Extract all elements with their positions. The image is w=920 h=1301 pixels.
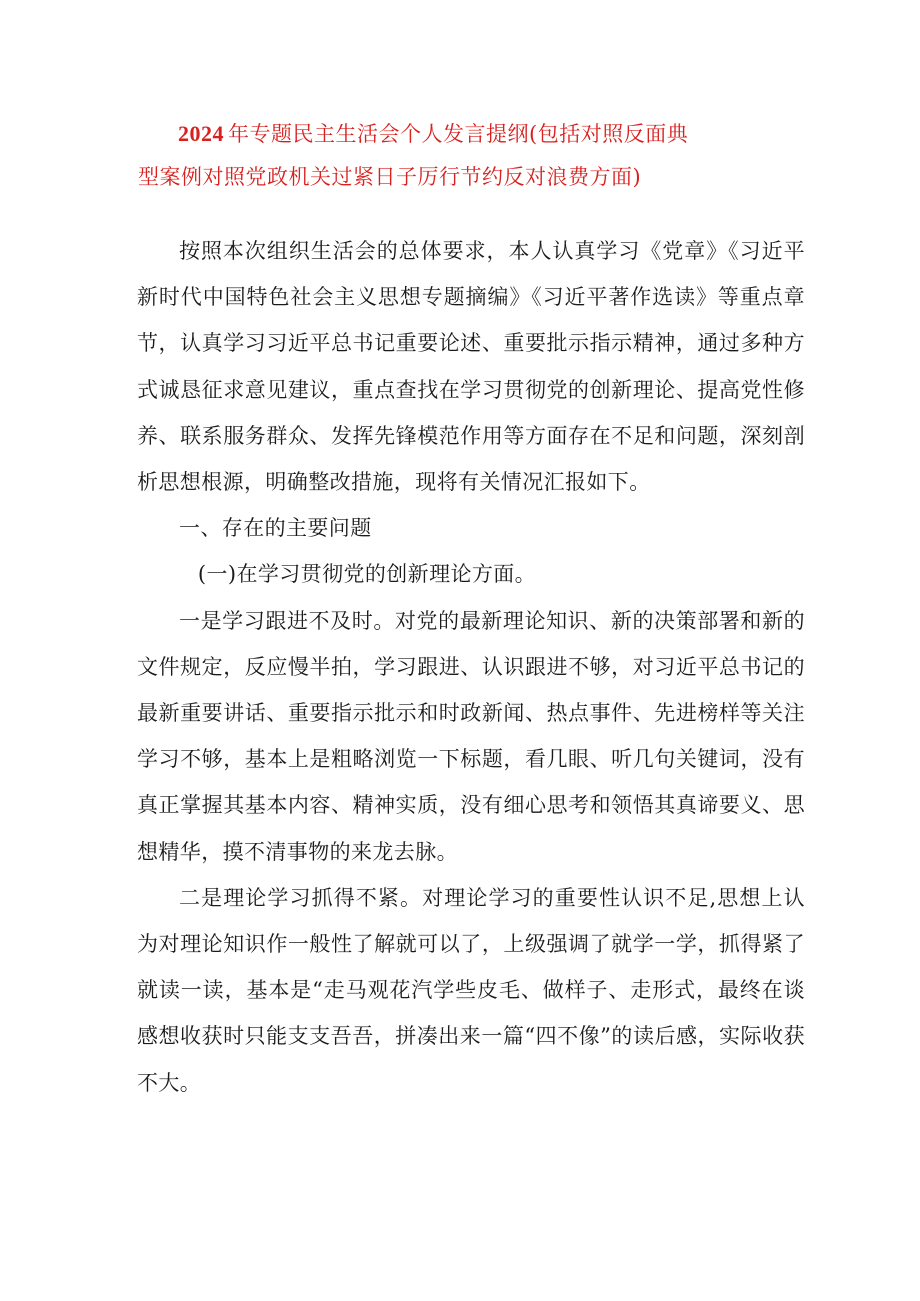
section-heading-main-problems: 一、存在的主要问题 [179,516,372,541]
title-line-2: 型案例对照党政机关过紧日子厉行节约反对浪费方面) [138,165,642,189]
title-year: 2024 [178,121,224,146]
document-title [120,112,760,199]
title-line-1-text: 年专题民主生活会个人发言提纲(包括对照反面典 [228,122,689,146]
title-line-1 [120,112,760,156]
paragraph-point-one: 一是学习跟进不及时。对党的最新理论知识、新的决策部署和新的文件规定，反应慢半拍，学习跟进、认识跟进不够，对习近平总书记的最新重要讲话、重要指示批示和时政新闻、热点事件、先进榜样等关注学习不够，基本上是粗略浏览一下标题，看几眼、听几句关键词，没有真正掌握其基本内容、精神实质，没有细心思考和领悟其真谛要义、思想精华，摸不清事物的来龙去脉。 [137,608,805,864]
paragraph-point-two: 二是理论学习抓得不紧。对理论学习的重要性认识不足,思想上认为对理论知识作一般性了解就可以了，上级强调了就学一学，抓得紧了就读一读，基本是“走马观花汽学些皮毛、做样子、走形式，最终在谈感想收获时只能支支吾吾，拼凑出来一篇“四不像”的读后感，实际收获不大。 [137,885,805,1095]
subsection-heading-theory: (一)在学习贯彻党的创新理论方面。 [197,562,537,587]
intro-paragraph: 按照本次组织生活会的总体要求，本人认真学习《党章》《习近平新时代中国特色社会主义思想专题摘编》《习近平著作选读》等重点章节，认真学习习近平总书记重要论述、重要批示指示精神，通过多种方式诚恳征求意见建议，重点查找在学习贯彻党的创新理论、提高党性修养、联系服务群众、发挥先锋模范作用等方面存在不足和问题，深刻剖析思想根源，明确整改措施，现将有关情况汇报如下。 [137,239,805,495]
document-body [137,228,805,1106]
